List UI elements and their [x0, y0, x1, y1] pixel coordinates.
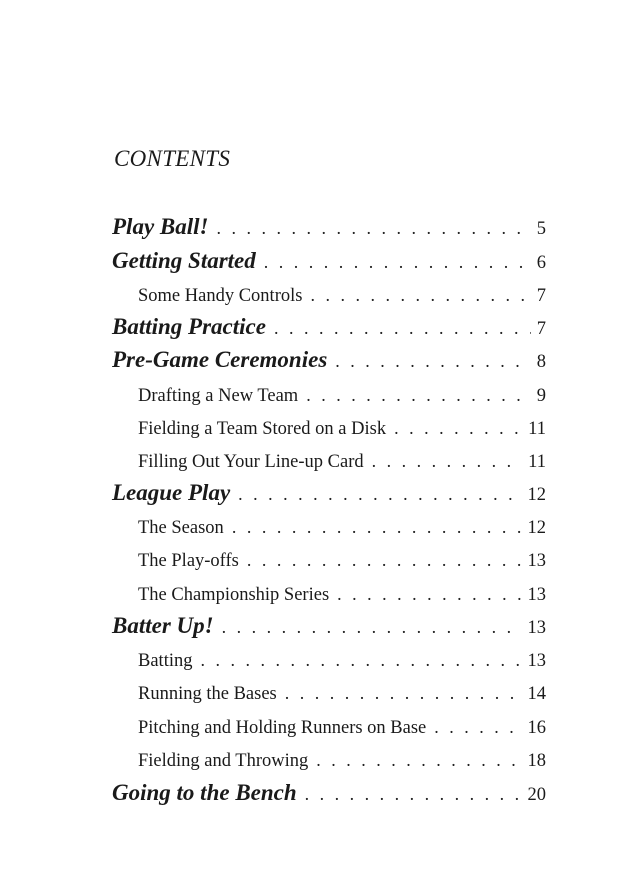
dot-leader	[238, 484, 521, 505]
toc-entry-getting-started	[112, 248, 546, 274]
toc-entry-title: Running the Bases	[138, 684, 277, 704]
dot-leader	[310, 285, 530, 306]
toc-entry-page: 7	[536, 286, 546, 306]
toc-entry-title: Going to the Bench	[112, 780, 297, 805]
toc-entry-title: League Play	[112, 480, 231, 505]
dot-leader	[200, 650, 521, 671]
dot-leader	[264, 252, 531, 273]
toc-entry-the-season	[138, 517, 546, 539]
toc-entry-the-play-offs	[138, 550, 546, 572]
toc-entry-filling-out-your-line-up-card	[138, 451, 546, 473]
toc-entry-page: 12	[527, 485, 546, 505]
toc-entry-title: The Play-offs	[138, 551, 239, 571]
toc-entry-page: 12	[527, 518, 546, 538]
toc-entry-title: Fielding a Team Stored on a Disk	[138, 419, 387, 439]
toc-entry-page: 16	[527, 718, 546, 738]
dot-leader	[285, 683, 522, 704]
toc-entry-title: Pitching and Holding Runners on Base	[138, 718, 427, 738]
toc-entry-page: 20	[527, 785, 546, 805]
toc-entry-title: Fielding and Throwing	[138, 751, 309, 771]
toc-entry-pre-game-ceremonies	[112, 347, 546, 373]
toc-entry-page: 11	[528, 419, 546, 439]
toc-entry-title: Batter Up!	[112, 613, 214, 638]
dot-leader	[434, 717, 521, 738]
toc-entry-fielding-and-throwing	[138, 750, 546, 772]
toc-entry-title: Filling Out Your Line-up Card	[138, 452, 364, 472]
toc-entry-batter-up	[112, 613, 546, 639]
dot-leader	[394, 418, 522, 439]
toc-entry-title: The Championship Series	[138, 585, 330, 605]
toc-entry-the-championship-series	[138, 584, 546, 606]
toc-entry-page: 6	[536, 253, 546, 273]
toc-entry-page: 11	[528, 452, 546, 472]
dot-leader	[372, 451, 523, 472]
dot-leader	[305, 784, 522, 805]
toc-entry-title: The Season	[138, 518, 224, 538]
toc-entry-batting	[138, 650, 546, 672]
toc-entry-league-play	[112, 480, 546, 506]
toc-entry-batting-practice	[112, 314, 546, 340]
dot-leader	[216, 218, 530, 239]
dot-leader	[232, 517, 522, 538]
toc-entry-drafting-a-new-team	[138, 385, 546, 407]
toc-entry-title: Pre-Game Ceremonies	[112, 347, 328, 372]
dot-leader	[247, 550, 522, 571]
toc-entry-page: 5	[536, 219, 546, 239]
toc-entry-page: 8	[536, 352, 546, 372]
toc-entry-page: 13	[527, 551, 546, 571]
toc-entry-page: 13	[527, 585, 546, 605]
toc-entry-going-to-the-bench	[112, 780, 546, 806]
toc-entry-pitching-and-holding-runners-on-base	[138, 717, 546, 739]
toc-entry-some-handy-controls	[138, 285, 546, 307]
toc-entry-title: Batting	[138, 651, 193, 671]
toc-entry-title: Some Handy Controls	[138, 286, 303, 306]
toc-entry-page: 9	[536, 386, 546, 406]
dot-leader	[335, 351, 530, 372]
toc-entry-fielding-a-team-stored-on-a-disk	[138, 418, 546, 440]
dot-leader	[316, 750, 521, 771]
toc-entry-page: 13	[527, 618, 546, 638]
toc-entry-page: 7	[536, 319, 546, 339]
toc-entry-page: 14	[527, 684, 546, 704]
toc-entry-title: Getting Started	[112, 248, 256, 273]
dot-leader	[306, 385, 531, 406]
dot-leader	[222, 617, 522, 638]
toc-entry-title: Drafting a New Team	[138, 386, 299, 406]
toc-entry-title: Batting Practice	[112, 314, 266, 339]
toc-entry-title: Play Ball!	[112, 214, 209, 239]
dot-leader	[337, 584, 521, 605]
page-title: CONTENTS	[114, 146, 231, 171]
toc-entry-page: 18	[527, 751, 546, 771]
dot-leader	[274, 318, 531, 339]
toc-entry-play-ball	[112, 214, 546, 240]
toc-entry-page: 13	[527, 651, 546, 671]
toc-entry-running-the-bases	[138, 683, 546, 705]
